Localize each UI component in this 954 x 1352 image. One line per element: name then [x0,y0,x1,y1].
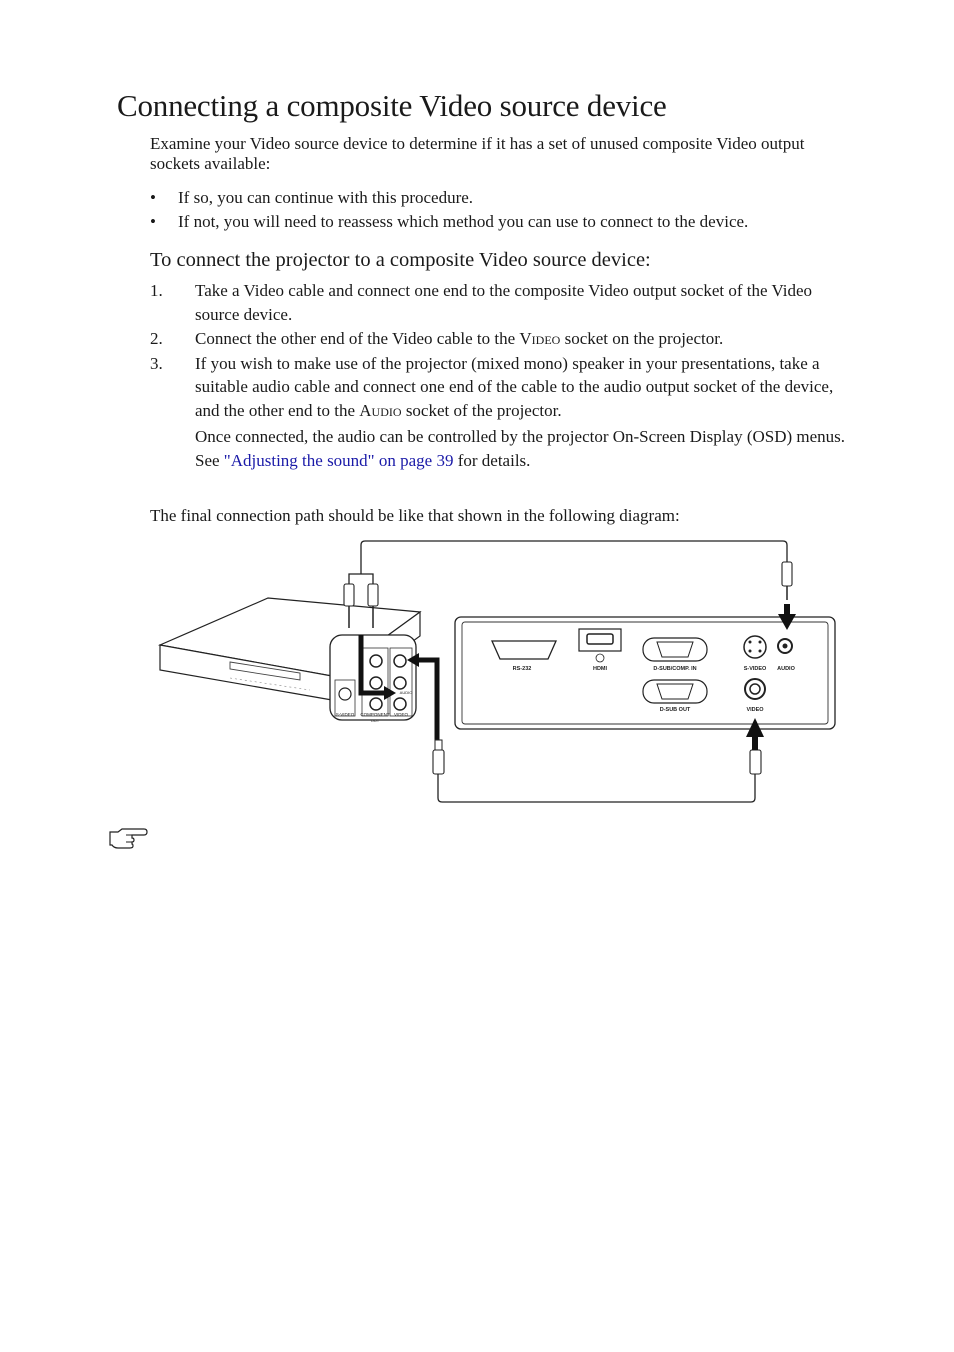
device-label-s-video: S-VIDEO [335,712,355,717]
step-list [150,279,860,472]
port-label-video: VIDEO [746,707,764,713]
step-text-before: Connect the other end of the Video cable to the [195,329,520,348]
audio-keyword: Audio [359,400,402,420]
step-text: Take a Video cable and connect one end to the composite Video output socket of the Video source device. [195,281,813,324]
page-title: Connecting a composite Video source device [117,88,667,123]
bullet-text: If not, you will need to reassess which method you can use to connect to the device. [178,212,749,231]
device-label-audio: AUDIO [399,690,413,695]
procedure-heading: To connect the projector to a composite Video source device: [150,249,651,271]
step-item [150,327,860,351]
device-label-component: COMPONENT [360,712,390,717]
note-text-after: for details. [453,450,531,470]
pointing-hand-icon [108,826,148,850]
port-label-audio: AUDIO [777,666,795,672]
video-cable [433,718,764,802]
final-paragraph: The final connection path should be like that shown in the following diagram: [150,506,680,525]
device-panel-closeup [330,635,416,723]
note-text-before: Once connected, the audio can be controlled by the projector On-Screen Display (OSD) menus. See [195,427,846,470]
osd-note [150,425,860,472]
video-keyword: Video [519,329,561,348]
bullet-dot: • [150,188,156,207]
bullet-list [150,188,860,236]
step-text-before: If you wish to make use of the projector (mixed mono) speaker in your presentations, take a suitable audio cable and connect one end of the cable to the audio output socket of the device, and the other end to the [195,353,834,420]
device-label-out: OUT [370,718,380,723]
port-label-dsub-out: D-SUB OUT [659,707,691,713]
step-number: 1. [150,281,163,300]
step-text-after: socket of the projector. [401,400,562,420]
bullet-text: If so, you can continue with this procedure. [178,188,474,207]
adjusting-sound-link[interactable]: "Adjusting the sound" on page 39 [223,450,454,470]
device-label-video: VIDEO [393,712,409,717]
intro-paragraph: Examine your Video source device to determine if it has a set of unused composite Video output sockets available: [150,134,805,173]
list-item [150,188,860,212]
projector-panel [455,617,835,729]
step-number: 2. [150,329,163,348]
step-text-after: socket on the projector. [560,329,724,348]
port-label-hdmi: HDMI [592,666,608,672]
port-label-rs232: RS-232 [512,666,532,672]
list-item [150,212,860,236]
port-label-s-video: S-VIDEO [743,666,767,672]
step-item [150,279,860,326]
connection-diagram [150,535,850,810]
bullet-dot: • [150,212,156,231]
step-item [150,352,860,423]
port-label-dsub-comp-in: D-SUB/COMP. IN [653,666,697,672]
step-number: 3. [150,353,163,373]
